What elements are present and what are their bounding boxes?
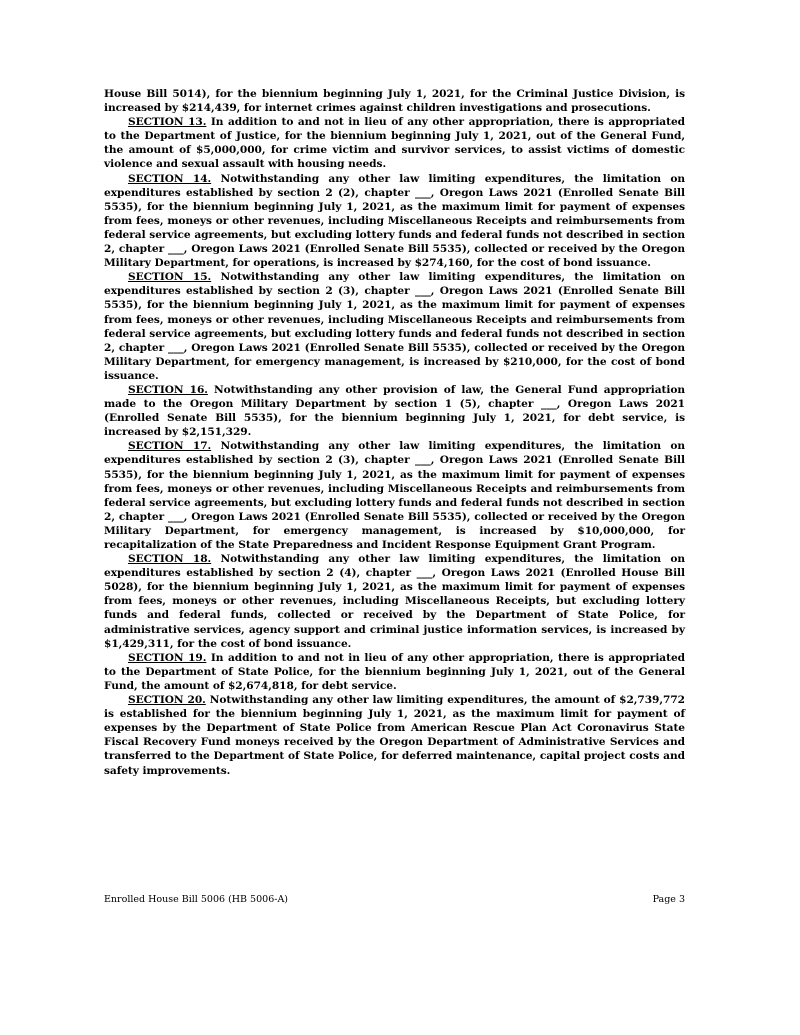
sections-list bbox=[104, 115, 685, 777]
section-paragraph bbox=[104, 270, 685, 383]
section-text: Notwithstanding any other law limiting expenditures, the amount of $2,739,772 is established for the biennium beginning July 1, 2021, as the maximum limit for payment of expenses by the Department of State Police from American Rescue Plan Act Coronavirus State Fiscal Recovery Fund moneys received by the Oregon Department of Administrative Services and transferred to the Department of State Police, for deferred maintenance, capital project costs and safety improvements. bbox=[104, 694, 685, 777]
section-label: SECTION 16. bbox=[128, 383, 208, 396]
section-paragraph bbox=[104, 172, 685, 271]
section-label: SECTION 13. bbox=[128, 116, 207, 129]
footer-page-number: Page 3 bbox=[652, 894, 685, 905]
section-paragraph bbox=[104, 651, 685, 693]
section-label: SECTION 15. bbox=[128, 271, 212, 284]
section-text: In addition to and not in lieu of any other appropriation, there is appropriated to the Department of State Police, for the biennium beginning July 1, 2021, out of the General Fund, the amount of $2,674,818, for debt service. bbox=[104, 651, 685, 692]
section-text: Notwithstanding any other provision of law, the General Fund appropriation made to the Oregon Military Department by section 1 (5), chapter ___, Oregon Laws 2021 (Enrolled Senate Bill 5535), for the biennium beginning July 1, 2021, for debt service, is increased by $2,151,329. bbox=[104, 383, 685, 439]
section-paragraph bbox=[104, 115, 685, 171]
footer-bill-title: Enrolled House Bill 5006 (HB 5006-A) bbox=[104, 894, 289, 905]
section-text: Notwithstanding any other law limiting expenditures, the limitation on expenditures established by section 2 (3), chapter ___, Oregon Laws 2021 (Enrolled Senate Bill 5535), for the biennium beginning July 1, 2021, as the maximum limit for payment of expenses from fees, moneys or other revenues, including Miscellaneous Receipts and reimbursements from federal service agreements, but excluding lottery funds and federal funds not described in section 2, chapter ___, Oregon Laws 2021 (Enrolled Senate Bill 5535), collected or received by the Oregon Military Department, for emergency management, is increased by $210,000, for the cost of bond issuance. bbox=[104, 271, 685, 382]
section-label: SECTION 14. bbox=[128, 172, 212, 185]
page-footer bbox=[104, 894, 685, 905]
section-text: Notwithstanding any other law limiting expenditures, the limitation on expenditures established by section 2 (2), chapter ___, Oregon Laws 2021 (Enrolled Senate Bill 5535), for the biennium beginning July 1, 2021, as the maximum limit for payment of expenses from fees, moneys or other revenues, including Miscellaneous Receipts and reimbursements from federal service agreements, but excluding lottery funds and federal funds not described in section 2, chapter ___, Oregon Laws 2021 (Enrolled Senate Bill 5535), collected or received by the Oregon Military Department, for operations, is increased by $274,160, for the cost of bond issuance. bbox=[104, 172, 685, 270]
intro-paragraph: House Bill 5014), for the biennium beginning July 1, 2021, for the Criminal Justice Division, is increased by $214,439, for internet crimes against children investigations and prosecutions. bbox=[104, 88, 685, 115]
section-label: SECTION 20. bbox=[128, 694, 206, 707]
section-text: In addition to and not in lieu of any other appropriation, there is appropriated to the Department of Justice, for the biennium beginning July 1, 2021, out of the General Fund, the amount of $5,000,000, for crime victim and survivor services, to assist victims of domestic violence and sexual assault with housing needs. bbox=[104, 116, 685, 171]
section-label: SECTION 19. bbox=[128, 651, 207, 664]
section-text: Notwithstanding any other law limiting expenditures, the limitation on expenditures established by section 2 (4), chapter ___, Oregon Laws 2021 (Enrolled House Bill 5028), for the biennium beginning July 1, 2021, as the maximum limit for payment of expenses from fees, moneys or other revenues, including Miscellaneous Receipts, but excluding lottery funds and federal funds, collected or received by the Department of State Police, for administrative services, agency support and criminal justice information services, is increased by $1,429,311, for the cost of bond issuance. bbox=[104, 553, 685, 650]
section-paragraph bbox=[104, 552, 685, 651]
bill-text bbox=[104, 87, 685, 778]
section-label: SECTION 18. bbox=[128, 553, 212, 566]
section-paragraph bbox=[104, 439, 685, 552]
section-text: Notwithstanding any other law limiting expenditures, the limitation on expenditures established by section 2 (3), chapter ___, Oregon Laws 2021 (Enrolled Senate Bill 5535), for the biennium beginning July 1, 2021, as the maximum limit for payment of expenses from fees, moneys or other revenues, including Miscellaneous Receipts and reimbursements from federal service agreements, but excluding lottery funds and federal funds not described in section 2, chapter ___, Oregon Laws 2021 (Enrolled Senate Bill 5535), collected or received by the Oregon Military Department, for emergency management, is increased by $10,000,000, for recapitalization of the State Preparedness and Incident Response Equipment Grant Program. bbox=[104, 440, 685, 551]
section-paragraph bbox=[104, 383, 685, 439]
section-label: SECTION 17. bbox=[128, 440, 212, 453]
section-paragraph bbox=[104, 693, 685, 778]
